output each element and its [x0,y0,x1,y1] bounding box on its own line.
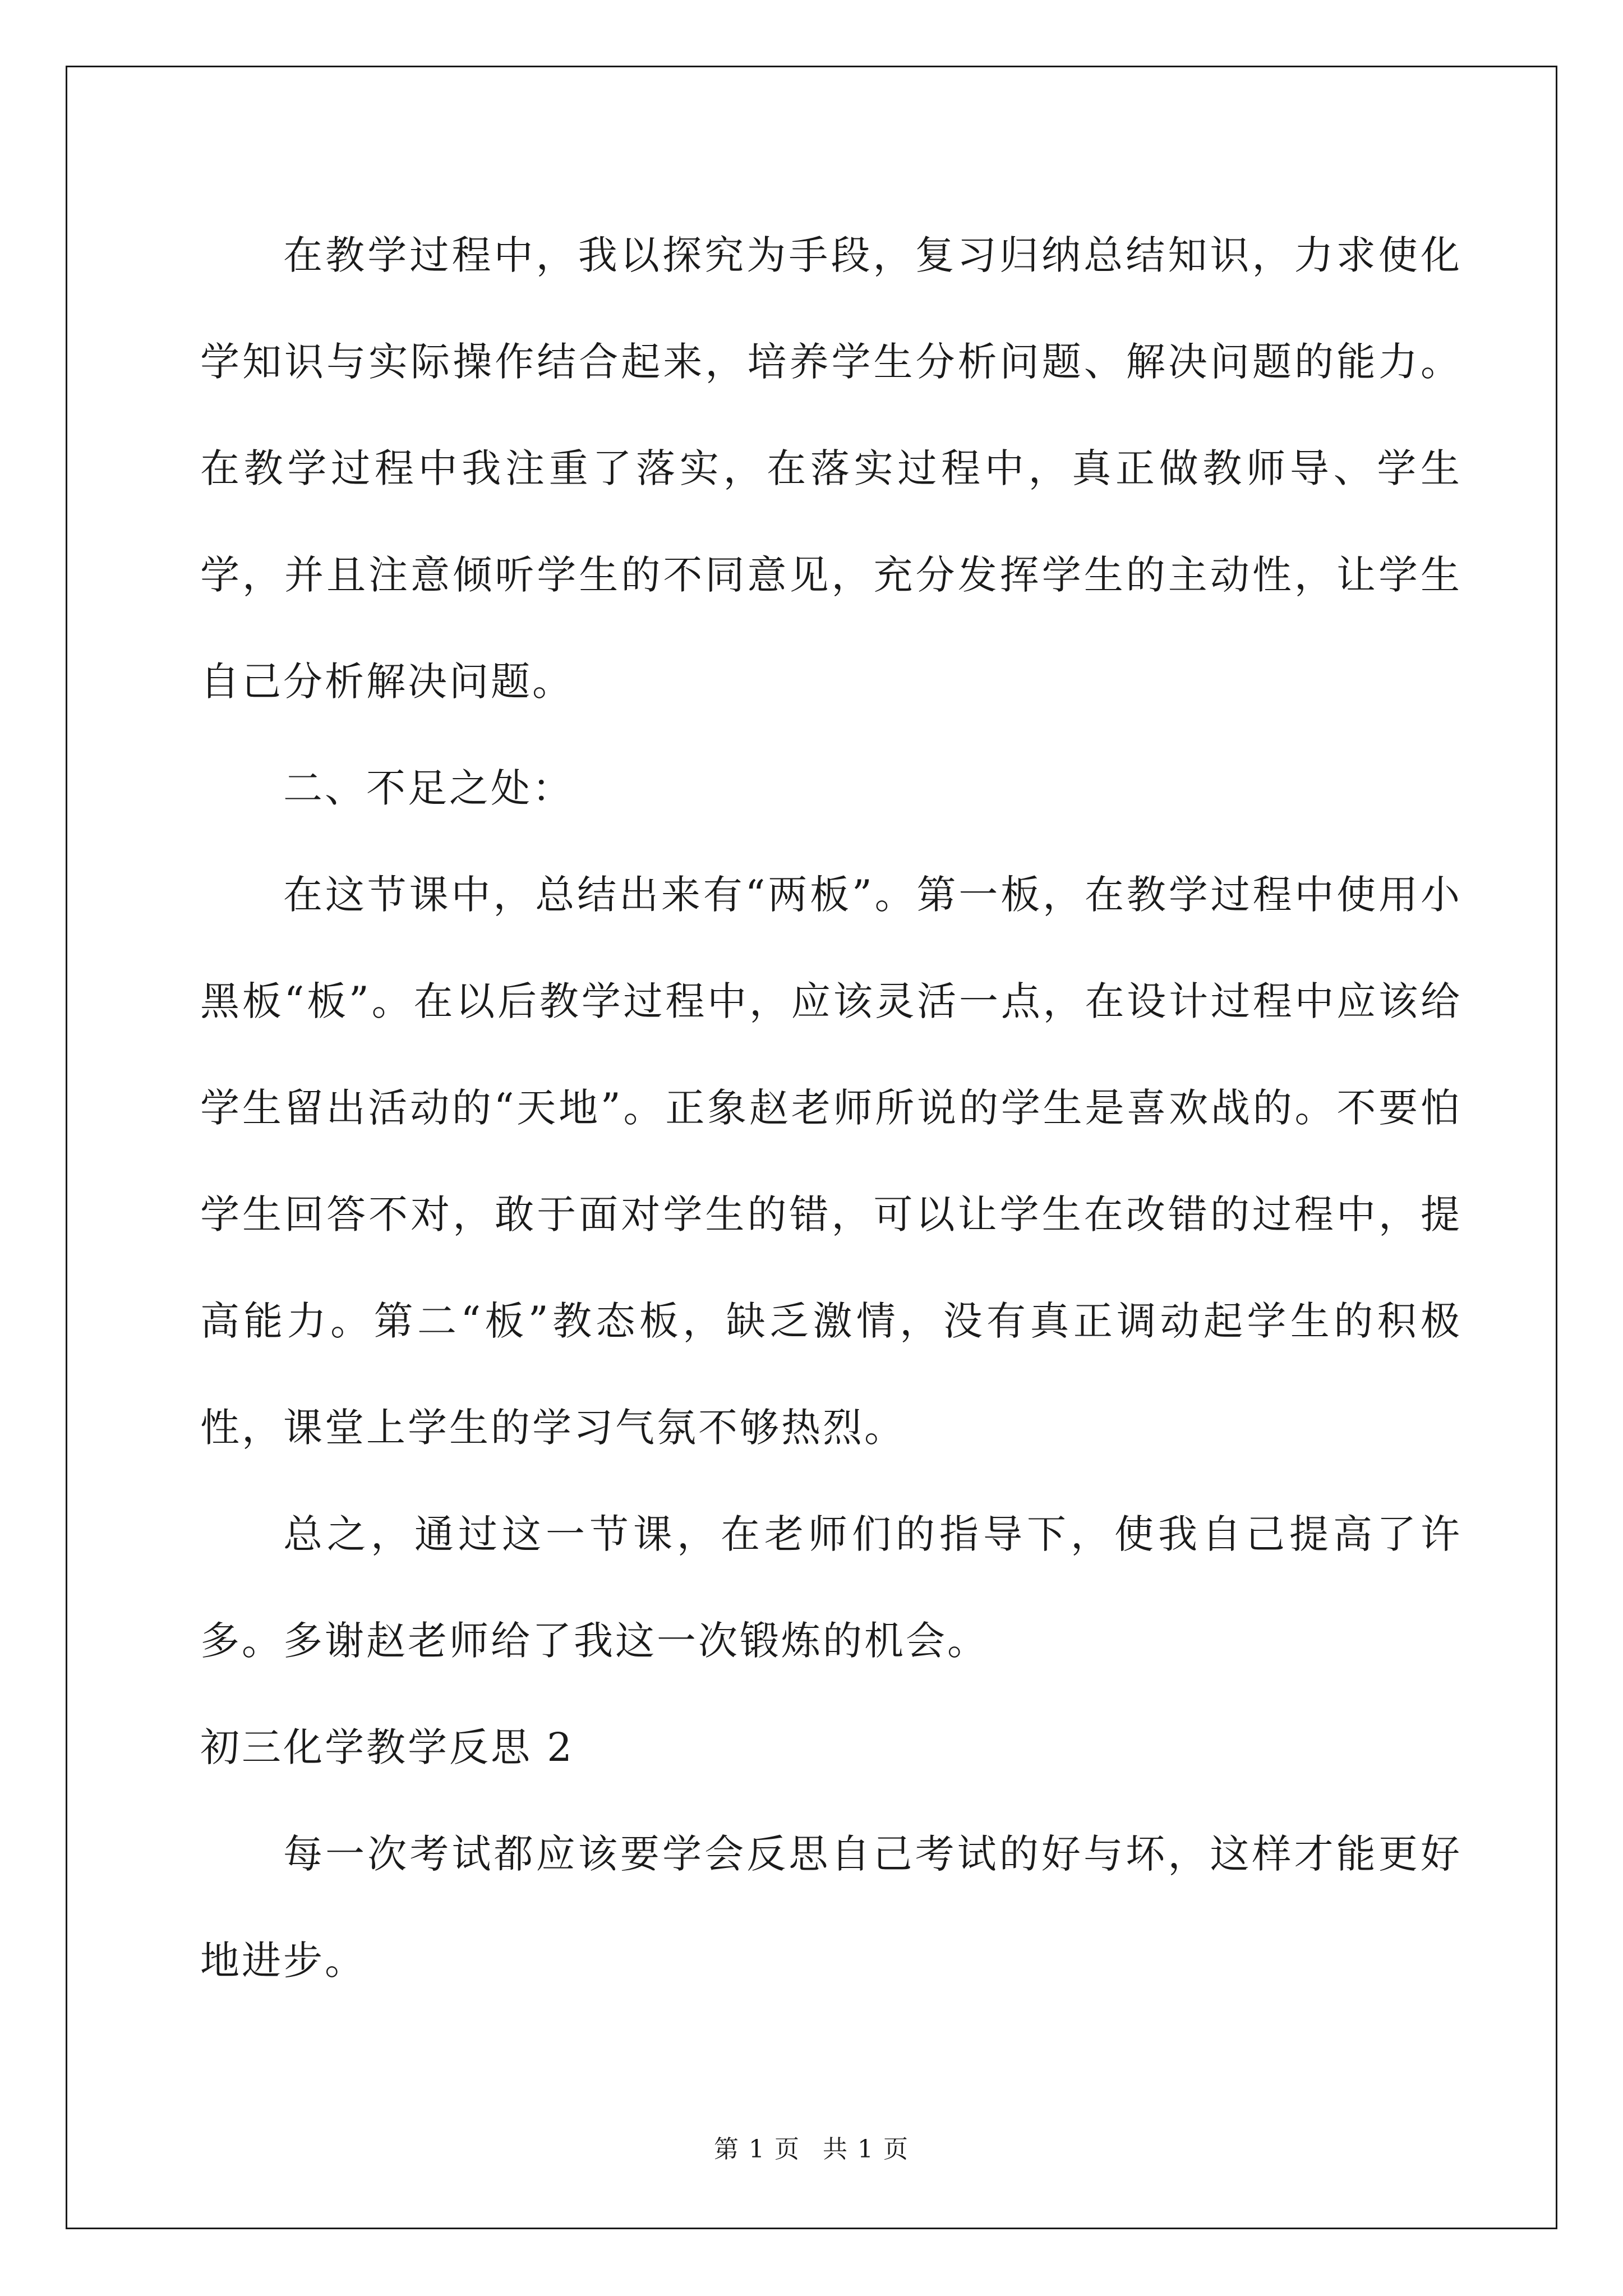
document-body [200,202,1462,2014]
page-number: 第 1 页 [714,2135,800,2164]
page-footer [0,2129,1623,2165]
page-total: 共 1 页 [823,2135,909,2164]
paragraph-conclusion: 总之，通过这一节课，在老师们的指导下，使我自己提高了许多。多谢赵老师给了我这一次锻炼的机会。 [200,1511,1462,1664]
subheading-shortcomings: 二、不足之处： [283,765,574,811]
section-title: 初三化学教学反思 2 [200,1724,574,1770]
paragraph-two-boards: 在这节课中，总结出来有“两板”。第一板，在教学过程中使用小黑板“板”。在以后教学过程中，应该灵活一点，在设计过程中应该给学生留出活动的“天地”。正象赵老师所说的学生是喜欢战的。不要怕学生回答不对，敢于面对学生的错，可以让学生在改错的过程中，提高能力。第二“板”教态板，缺乏激情，没有真正调动起学生的积极性，课堂上学生的学习气氛不够热烈。 [200,872,1462,1451]
paragraph-exam-reflection: 每一次考试都应该要学会反思自己考试的好与坏，这样才能更好地进步。 [200,1831,1462,1984]
paragraph-teaching-process: 在教学过程中，我以探究为手段，复习归纳总结知识，力求使化学知识与实际操作结合起来，培养学生分析问题、解决问题的能力。在教学过程中我注重了落实，在落实过程中，真正做教师导、学生学，并且注意倾听学生的不同意见，充分发挥学生的主动性，让学生自己分析解决问题。 [200,232,1462,705]
